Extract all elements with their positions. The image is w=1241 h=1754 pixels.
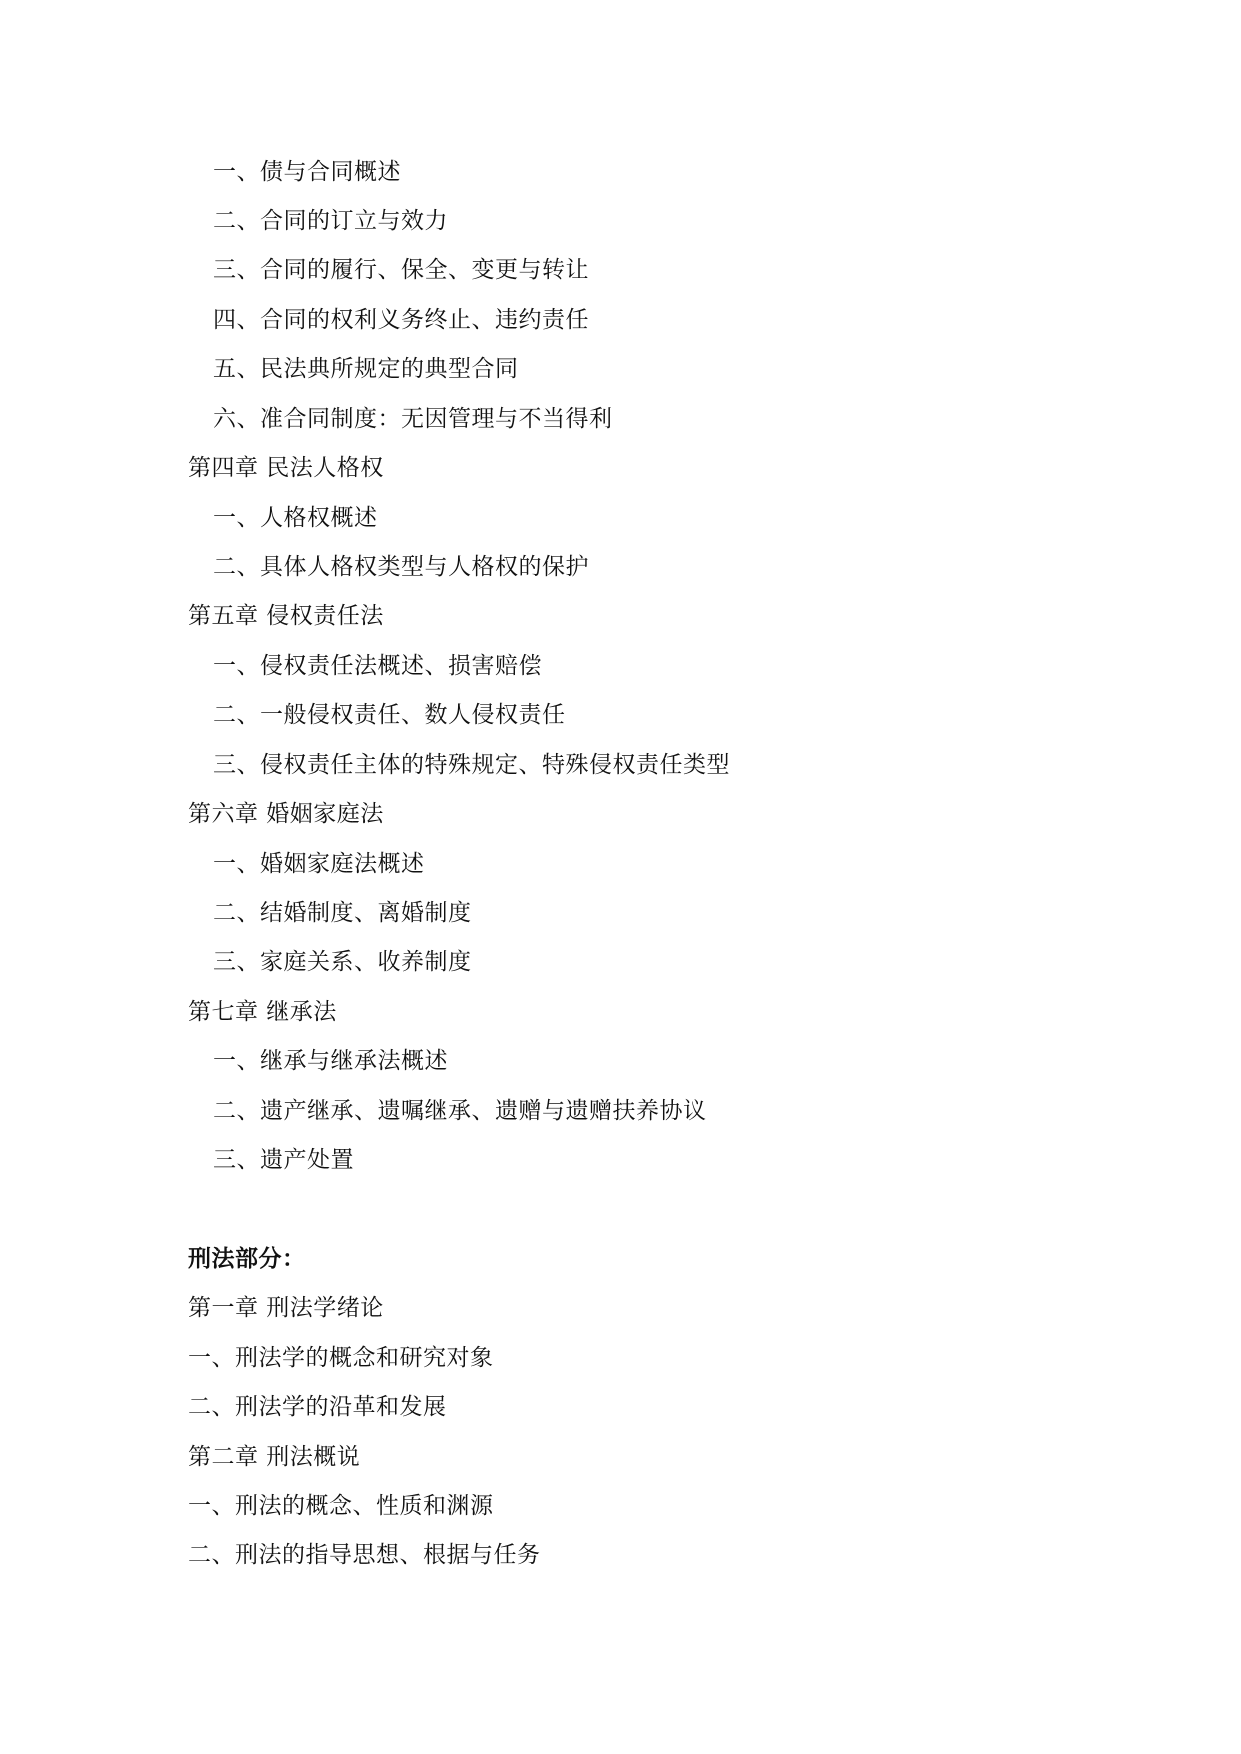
list-item: 一、刑法学的概念和研究对象 xyxy=(188,1345,494,1371)
list-item: 二、具体人格权类型与人格权的保护 xyxy=(213,554,589,580)
list-item: 一、侵权责任法概述、损害赔偿 xyxy=(213,653,542,679)
list-item: 二、刑法的指导思想、根据与任务 xyxy=(188,1542,541,1568)
chapter-heading: 第一章 刑法学绪论 xyxy=(188,1295,384,1321)
list-item: 二、结婚制度、离婚制度 xyxy=(213,900,472,926)
list-item: 二、刑法学的沿革和发展 xyxy=(188,1394,447,1420)
list-item: 一、人格权概述 xyxy=(213,505,378,531)
list-item: 三、合同的履行、保全、变更与转让 xyxy=(213,257,589,283)
list-item: 一、继承与继承法概述 xyxy=(213,1048,448,1074)
list-item: 六、准合同制度：无因管理与不当得利 xyxy=(213,406,613,432)
section-heading: 刑法部分： xyxy=(188,1245,306,1272)
chapter-heading: 第七章 继承法 xyxy=(188,999,337,1025)
list-item: 一、婚姻家庭法概述 xyxy=(213,851,425,877)
list-item: 二、遗产继承、遗嘱继承、遗赠与遗赠扶养协议 xyxy=(213,1098,707,1124)
list-item: 一、债与合同概述 xyxy=(213,159,401,185)
list-item: 一、刑法的概念、性质和渊源 xyxy=(188,1493,494,1519)
list-item: 三、侵权责任主体的特殊规定、特殊侵权责任类型 xyxy=(213,752,730,778)
list-item: 三、家庭关系、收养制度 xyxy=(213,949,472,975)
chapter-heading: 第二章 刑法概说 xyxy=(188,1444,361,1470)
chapter-heading: 第五章 侵权责任法 xyxy=(188,603,384,629)
list-item: 五、民法典所规定的典型合同 xyxy=(213,356,519,382)
list-item: 三、遗产处置 xyxy=(213,1147,354,1173)
chapter-heading: 第四章 民法人格权 xyxy=(188,455,384,481)
list-item: 二、合同的订立与效力 xyxy=(213,208,448,234)
chapter-heading: 第六章 婚姻家庭法 xyxy=(188,801,384,827)
list-item: 二、一般侵权责任、数人侵权责任 xyxy=(213,702,566,728)
list-item: 四、合同的权利义务终止、违约责任 xyxy=(213,307,589,333)
